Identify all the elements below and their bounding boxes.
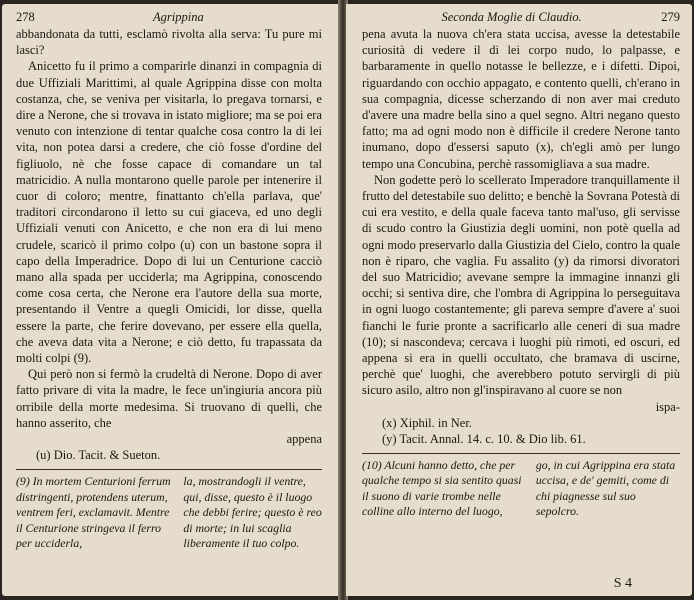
left-footnote-divider <box>16 469 322 470</box>
left-paragraph-1: abbandonata da tutti, esclamò rivolta alla serva: Tu pure mi lasci? <box>16 27 322 58</box>
right-page <box>346 4 692 596</box>
right-footnote-10 <box>362 458 680 520</box>
left-note-u: (u) Dio. Tacit. & Sueton. <box>36 448 161 463</box>
right-note-y: (y) Tacit. Annal. 14. c. 10. & Dio lib. 61. <box>382 431 586 446</box>
right-paragraph-2: Non godette però lo scellerato Imperadore tranquillamente il frutto del detestabile suo delitto; e benchè la Sovrana Potestà di cui era vestito, e della quale faceva tanto mal'uso, gli servisse di scudo contro la Giustizia degli uomini, non potè quella ad ogni modo preservarlo dalla Giustizia del Cielo, contro la quale non è riparo, che vaglia. Fu assalito (y) da rimorsi divoratori del suo Matricidio; avevane sempre la immagine innanzi gli occhi; si sentiva dire, che l'ombra di Agrippina lo perseguitava in ogni luogo costantemente; gli pareva sempre d'avere a' suoi fianchi le furie pronte a sacrificarlo alle ceneri di sua madre (10); si nascondeva; cercava i luoghi più rimoti, ed oscuri, ed appena si era in quelli occultato, che bramava di uscirne, perchè que' luoghi, che averebbero potuto servirgli di più sicuro asilo, altro non gl'inspiravano al cuore se non <box>362 172 680 398</box>
left-catchword: appena <box>286 432 322 447</box>
left-paragraph-2: Anicetto fu il primo a comparirle dinanzi in compagnia di due Uffiziali Marittimi, al quale Agrippina disse con molta costanza, che, se veniva per visitarla, lo pregava tornarsi, e dire a Nerone, che si trovava in istato migliore; ma se poi era venuto con intenzione di tentar qualche cosa contro la di lei vita, non potea darsi a credere, che ciò fosse d'ordine del figliuolo, nè che fosse capace di comandare un tal matricidio. A nulla montarono quelle parole per intenerire il cuor di coloro; mentre, finattanto ch'ella parlava, que' traditori circondarono il letto su cui giaceva, ed uno degli Uffiziali venuti con Anicetto, e che non era di lui meno crudele, scaricò il primo colpo (u) con un bastone sopra il capo della Imperadrice. Dopo di lui un Centurione cacciò mano alla spada per ucciderla; ma Agrippina, conoscendo come cosa certa, che Nerone era l'autore della sua morte, presentando il Ventre a quegli Omicidi, lor disse, quella essere la parte, che ferire dovevano, per essere ella quella, che aveva data vita a Nerone; e ciò detto, fu trapassata da molti colpi (9). <box>16 59 322 366</box>
left-paragraph-3: Qui però non si fermò la crudeltà di Nerone. Dopo di aver fatto privare di vita la madre, le fece un'ingiuria ancora più orribile della morte medesima. Si truovano di quelli, che hanno asserito, che <box>16 367 322 430</box>
right-paragraph-1: pena avuta la nuova ch'era stata uccisa, avesse la detestabile curiosità di vedere il di lei corpo nudo, lo palpasse, e barbaramente in quello notasse le bellezze, e i difetti. Dipoi, riguardando con occhio appagato, e contento quelli, ch'erano in sua compagnia, dicesse scherzando di non aver mai creduto d'avere una madre bella sino a quel segno. Altri negano questo fatto; ma ad ogni modo non è difficile il credere Nerone tanto inumano, dopo d'essersi saputo (x), ch'egli amò per lungo tempo una Concubina, perchè rassomigliava a sua madre. <box>362 27 680 171</box>
right-page-header <box>362 10 680 26</box>
right-note-x: (x) Xiphil. in Ner. <box>382 415 472 430</box>
right-footnote-col-2: go, in cui Agrippina era stata uccisa, e de' gemiti, come di chi piagnesse sul suo sepolcro. <box>535 457 676 519</box>
right-body-text <box>362 26 680 415</box>
right-footnote-col-1: (10) Alcuni hanno detto, che per qualche tempo si sia sentito quasi il suono di varie trombe nelle colline allo interno del luogo, <box>362 457 522 519</box>
left-page-number: 278 <box>16 10 35 24</box>
signature-mark: S 4 <box>613 576 632 591</box>
right-catchword: ispa- <box>655 399 680 414</box>
right-footnote-divider <box>362 453 680 454</box>
left-running-head: Agrippina <box>153 10 204 24</box>
left-footnote-9 <box>16 474 322 552</box>
right-running-head: Seconda Moglie di Claudio. <box>441 10 582 24</box>
left-footnote-col-2: la, mostrandogli il ventre, qui, disse, questo è il luogo che debbi ferire; questo è reo di morte; in lui scaglia liberamente il tuo colpo. <box>183 474 322 551</box>
left-page-header <box>16 10 322 26</box>
right-page-number: 279 <box>661 10 680 24</box>
left-footnote-col-1: (9) In mortem Centurioni ferrum distringenti, protendens uterum, ventrem feri, exclamavit. Mentre il Centurione stringeva il ferro per ucciderla, <box>16 474 171 551</box>
left-body-text <box>16 26 322 447</box>
left-page <box>2 4 340 596</box>
